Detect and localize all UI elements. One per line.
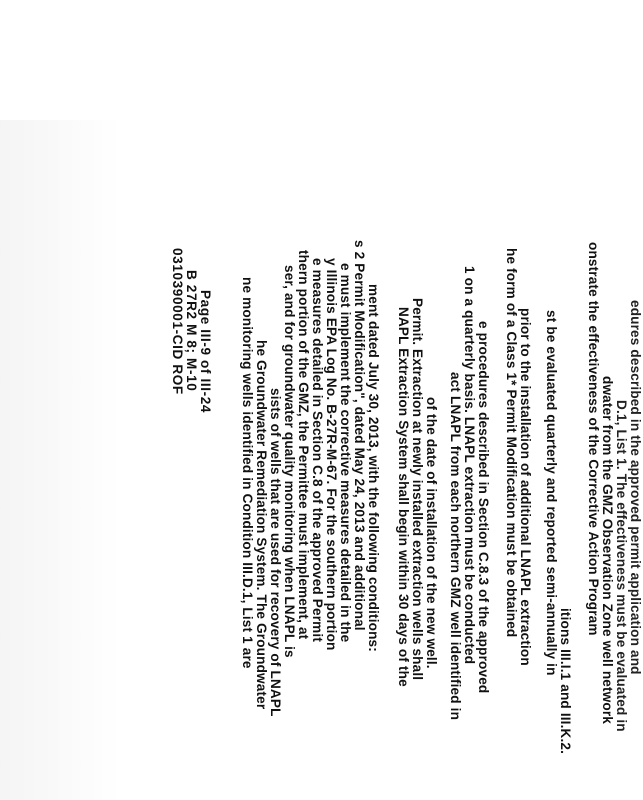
para1-line-8: e must implement the corrective measures detailed in the <box>338 263 353 643</box>
para2-line-1: NAPL Extraction System shall begin within 30 days of the <box>396 307 411 687</box>
para6-line-1: onstrate the effectiveness of the Corrective Action Program <box>586 242 601 636</box>
para3-line-2: 1 on a quarterly basis. LNAPL extraction must be conducted <box>462 266 477 665</box>
para4-line-2: prior to the installation of additional LNAPL extraction <box>518 308 533 666</box>
document-id: 0310390001-CID ROF <box>170 248 185 395</box>
para1-line-5: thern portion of the GMZ, the Permittee must implement, at <box>296 250 311 640</box>
para4-line-1: he form of a Class 1* Permit Modification must be obtained <box>504 248 519 638</box>
para1-line-4: ser, and for groundwater quality monitoring when LNAPL is <box>282 265 297 658</box>
para2-line-2: Permit. Extraction at newly installed extraction wells shall <box>410 298 425 681</box>
para3-line-3: e procedures described in Section C.8.3 of the approved <box>476 321 491 694</box>
para1-line-2: he Groundwater Remediation System. The Groundwater <box>254 340 269 710</box>
para1-line-9: s 2 Permit Modification", dated May 24, 2013 and additional <box>352 240 367 631</box>
para1-line-3: sists of wells that are used for recovery of LNAPL <box>268 388 283 717</box>
para1-line-7: y Illinois EPA Log No. B-27R-M-67. For the southern portion <box>324 258 339 651</box>
para6-line-4: edures described in the approved permit application and <box>628 300 643 675</box>
para5-line-2: itions III.I.1 and III.K.2. <box>558 608 573 755</box>
page-number: Page III-9 of III-24 <box>198 290 213 414</box>
para2-line-3: of the date of installation of the new well. <box>424 397 439 669</box>
para5-line-1: st be evaluated quarterly and reported semi-annually in <box>544 310 559 676</box>
revision-line: B 27R2 M 8; M-10 <box>184 270 199 392</box>
para1-line-6: e measures detailed in Section C.8 of the approved Permit <box>310 258 325 642</box>
para6-line-2: dwater from the GMZ Observation Zone well network <box>600 376 615 724</box>
para1-line-1: ne monitoring wells identified in Condition III.D.1, List 1 are <box>240 277 255 669</box>
para6-line-3: D.1, List 1. The effectiveness must be evaluated in <box>614 400 629 732</box>
para1-line-10: ment dated July 30, 2013, with the following conditions: <box>366 284 381 652</box>
para3-line-1: act LNAPL from each northern GMZ well identified in <box>448 372 463 721</box>
